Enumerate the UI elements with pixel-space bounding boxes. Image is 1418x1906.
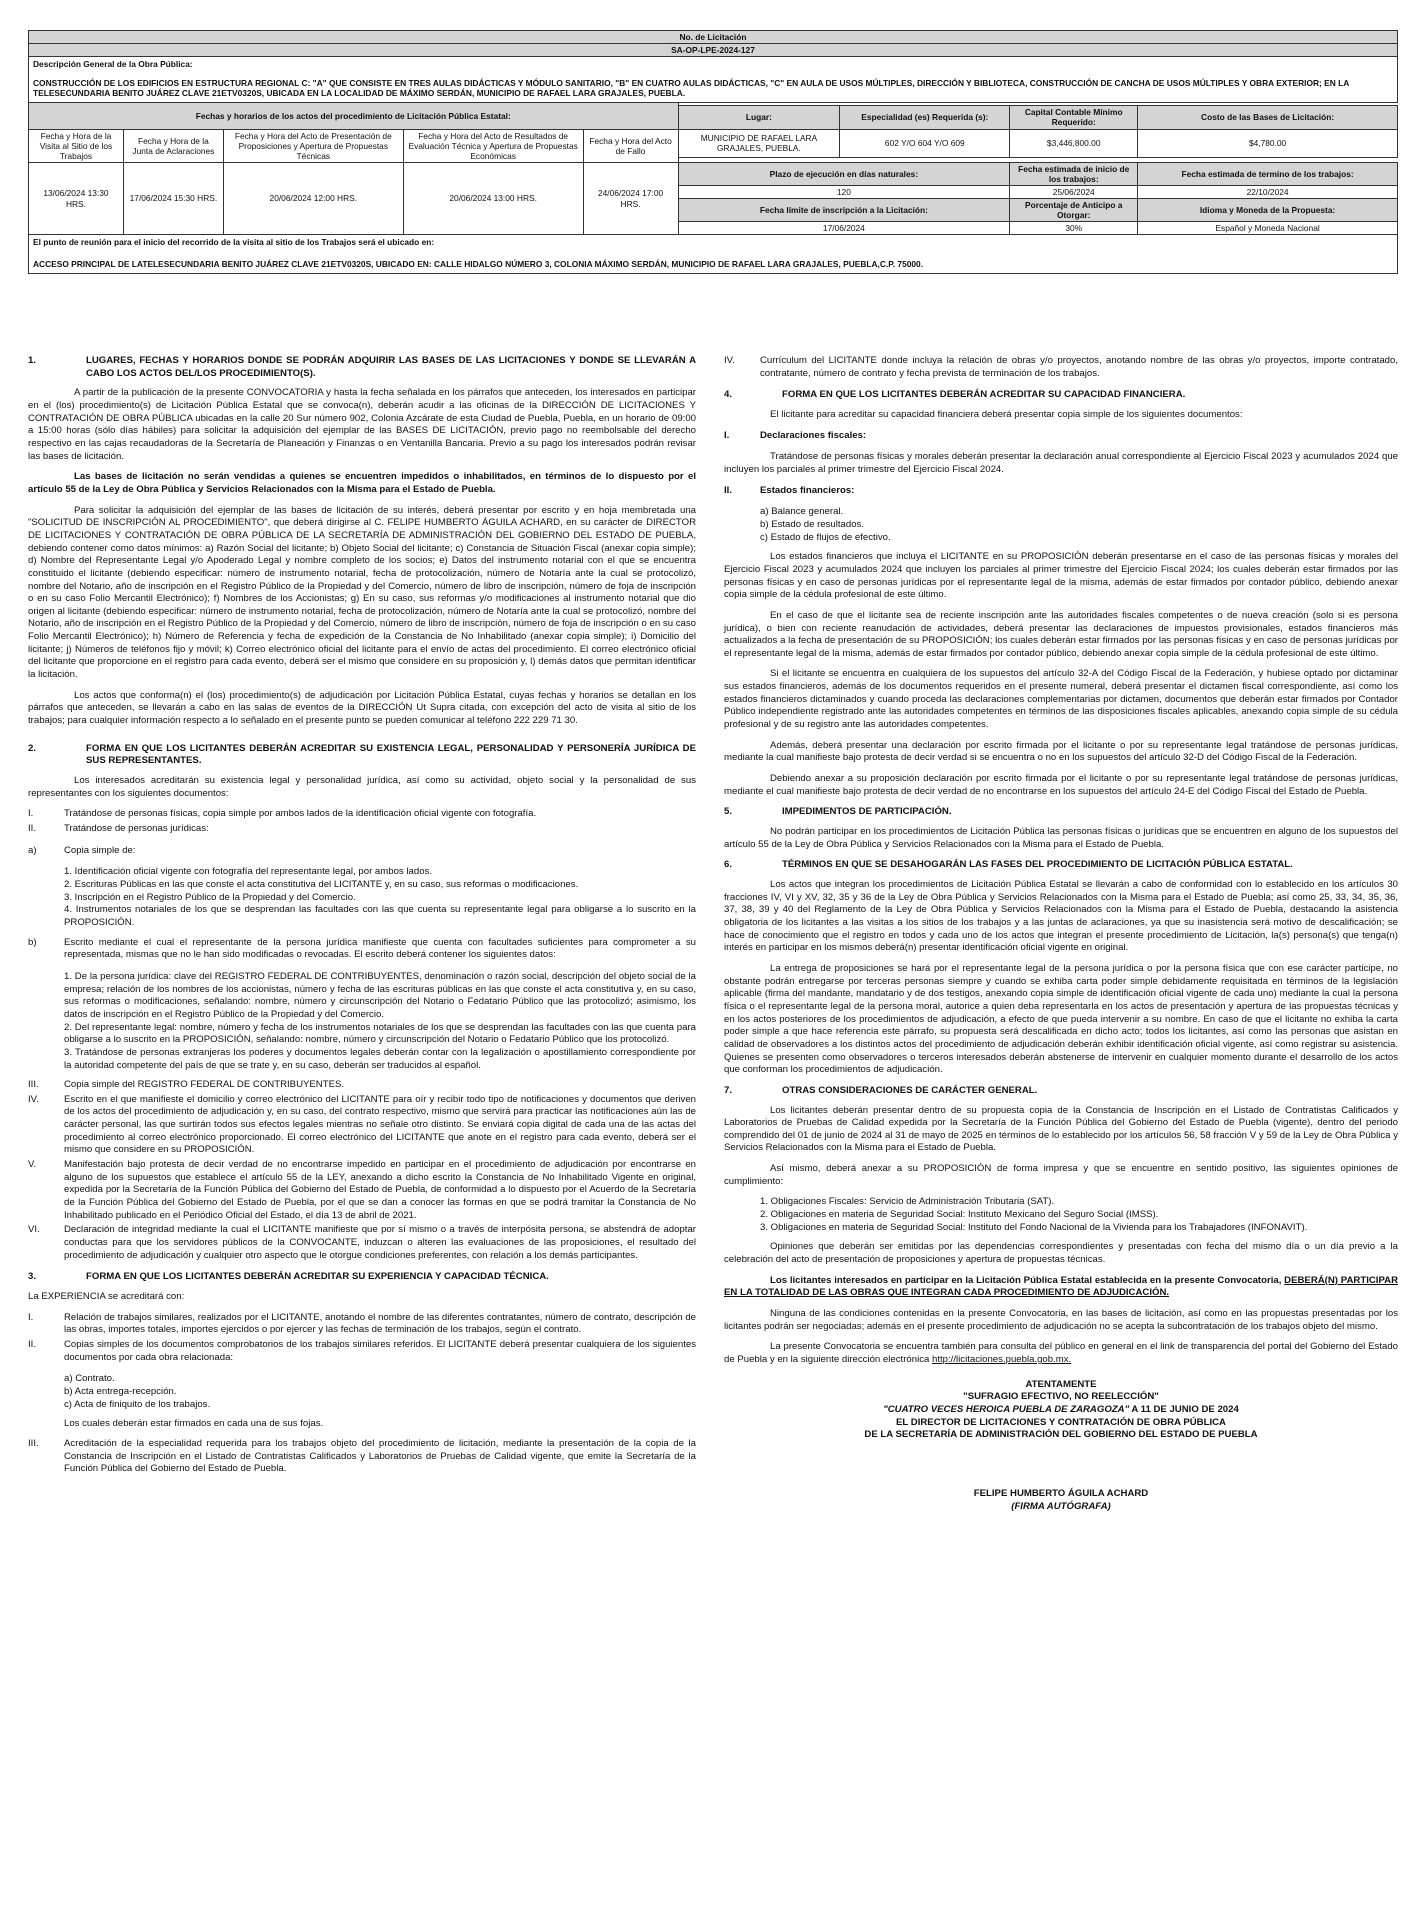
inicio: 25/06/2024: [1010, 185, 1138, 198]
list-item: 3. Inscripción en el Registro Público de la Propiedad y del Comercio.: [64, 891, 356, 903]
paragraph: Los estados financieros que incluya el LICITANTE en su PROPOSICIÓN deberán presentarse en el caso de las personas físicas y morales del Ejercicio Fiscal 2023 y acumulados 2024 que incluyen los parciales al primer trimestre del Ejercicio Fiscal 2024; los cuales deberán estar firmados por las personas físicas y en caso de personas jurídicas por el representante legal de la misma, además de estar firmados por contador público, debiendo anexar copia simple de la cédula profesional de este último.: [724, 551, 1398, 601]
sig-firma: (FIRMA AUTÓGRAFA): [1011, 1500, 1111, 1512]
list-item: [28, 1159, 696, 1222]
sig-ciudad: "CUATRO VECES HEROICA PUEBLA DE ZARAGOZA": [883, 1403, 1130, 1415]
paragraph: Para solicitar la adquisición del ejemplar de las bases de licitación de su interés, deberá presentar por escrito y en hoja membretada una "SOLICITUD DE INSCRIPCIÓN AL PROCEDIMIENTO", que deberá dirigirse al C. FELIPE HUMBERTO ÁGUILA ACHARD, en su carácter de DIRECTOR DE LICITACIONES Y CONTRATACIÓN DE OBRA PÚBLICA DE LA SECRETARÍA DE ADMINISTRACIÓN DEL GOBIERNO DEL ESTADO DE PUEBLA, debiendo contener como datos mínimos: a) Razón Social del licitante; b) Objeto Social del licitante; c) Constancia de Situación Fiscal (anexar copia simple); d) Nombre del Representante Legal y/o Apoderado Legal y nombre completo de los socios; e) Datos del instrumento notarial con el que se encuentra constituido el licitante (debiendo especificar: número de instrumento notarial, fecha de protocolización, número de Notaría ante la cual se protocolizó, nombre del Notario, año de inscripción en el Registro Público de la Propiedad y del Comercio, número de libro de inscripción, número de foja de inscripción o en su caso Folio Mercantil Electrónico); f) Nombres de los Accionistas; g) En su caso, sus reformas y/o modificaciones al instrumento notarial que dio origen al licitante (debiendo especificar: número de instrumento notarial, fecha de protocolización, número de Notaría ante la cual se protocolizó, nombre del Notario, año de inscripción en el Registro Público de la Propiedad y del Comercio, número de libro de inscripción, número de foja de inscripción o en su caso Folio Mercantil Electrónico); h) Número de Referencia y fecha de expedición de la Constancia de No Inhabilitado (anexar copia simple); i) Domicilio del licitante; j) Números de teléfonos fijo y móvil; k) Correo electrónico oficial del licitante para el envío de actas del procedimiento. El correo electrónico oficial del licitante que proporcione en el registro para cada evento, deberá ser el mismo que considere en su proposición y, l) demás datos que permitan identificar la licitación.: [28, 504, 696, 681]
section-number: 1.: [28, 355, 37, 366]
item-text: Tratándose de personas jurídicas:: [64, 823, 209, 834]
val-visita: 13/06/2024 13:30 HRS.: [29, 162, 124, 234]
item-text: Currículum del LICITANTE donde incluya la relación de obras y/o proyectos, anotando nombre de las obras y/o proyectos, importe contratado, contratante, número de contrato y fecha prevista de terminación de los trabajos.: [760, 355, 1398, 379]
item-text: Escrito en el que manifieste el domicilio y correo electrónico del LICITANTE para oír y recibir todo tipo de notificaciones y documentos que deriven de los actos del procedimiento de adjudicación y, en su caso, del contrato respectivo, mismo que servirá para practicar las notificaciones aún las de carácter personal, las que surtirán todos sus efectos legales mientras no señale otro distinto. Se enviará copia digital de cada una de las actas del procedimiento al correo electrónico proporcionado. El correo electrónico del LICITANTE que anote en el registro para cada evento, deberá ser el mismo que considere en su PROPOSICIÓN.: [64, 1093, 696, 1156]
paragraph: No podrán participar en los procedimientos de Licitación Pública las personas físicas o jurídicas que se encuentren en alguno de los supuestos del artículo 55 de la Ley de Obra Pública y Servicios Relacionados con la Misma para el Estado de Puebla.: [724, 826, 1398, 850]
item-number: III.: [28, 1079, 39, 1091]
no-licitacion-label: No. de Licitación: [29, 31, 1398, 44]
section-heading: TÉRMINOS EN QUE SE DESAHOGARÁN LAS FASES DEL PROCEDIMIENTO DE LICITACIÓN PÚBLICA ESTATAL.: [782, 859, 1293, 871]
especialidad-label: Especialidad (es) Requerida (s):: [840, 106, 1010, 129]
section-2-title: [28, 743, 696, 768]
col-tecnicas: Fecha y Hora del Acto de Presentación de Proposiciones y Apertura de Propuestas Técnicas: [223, 129, 403, 162]
list-item: 2. Obligaciones en materia de Seguridad Social: Instituto Mexicano del Seguro Social (IMSS).: [760, 1209, 1159, 1221]
col-visita: Fecha y Hora de la Visita al Sitio de los Trabajos: [29, 129, 124, 162]
list-item: 1. De la persona jurídica: clave del REGISTRO FEDERAL DE CONTRIBUYENTES, denominación o razón social, descripción del objeto social de la empresa; relación de los nombres de los accionistas, número y fecha de las escrituras públicas en las que conste el acta constitutiva y, en su caso, sus reformas o modificaciones, señalando: nombre, número y circunscripción del Notario o Fedatario Público que las protocolizó; asimismo, los datos de inscripción en el Registro Público de la Propiedad y del Comercio.: [64, 970, 696, 1020]
licitacion-header-table: [28, 30, 1398, 274]
list-item: [724, 485, 1398, 498]
section-heading: FORMA EN QUE LOS LICITANTES DEBERÁN ACREDITAR SU CAPACIDAD FINANCIERA.: [782, 389, 1186, 401]
paragraph: En el caso de que el licitante sea de reciente inscripción ante las autoridades fiscales competentes o de nueva creación (solo si es persona jurídica), o bien con reciente reanudación de actividades, deberá presentar las declaraciones de impuestos provisionales, estados financieros más actualizados a la fecha de presentación de su PROPOSICIÓN; los cuales deberán estar firmados por las personas físicas y en caso de personas jurídicas por el representante legal de la misma, además de estar firmados por contador público, debiendo anexar copia simple de la cédula profesional de este último.: [724, 609, 1398, 659]
paragraph: Los actos que conforma(n) el (los) procedimiento(s) de adjudicación por Licitación Pública Estatal, cuyas fechas y horarios se detallan en los párrafos que anteceden, se llevarán a cabo en las salas de eventos de la DIRECCIÓN Ut Supra citada, con excepción del acto de visita al sitio de los trabajos; para cualquier información respecto a lo señalado en el presente punto se pueden comunicar al teléfono 222 229 71 30.: [28, 689, 696, 727]
item-text: Relación de trabajos similares, realizados por el LICITANTE, anotando el nombre de las diferentes contratantes, número de contrato, descripción de las obras, importes totales, importes ejercidos o por ejercer y las fechas de terminación de los trabajos, según el contrato.: [64, 1311, 696, 1336]
section-6-title: [724, 859, 1398, 872]
list-item: 2. Del representante legal: nombre, número y fecha de los instrumentos notariales de los que se desprendan las facultades con las que cuenta para obligarse a lo suscrito en la PROPOSICIÓN, señalando: nombre, número y circunscripción del Notario o Fedatario Público que los protocolizó.: [64, 1021, 696, 1046]
item-text: Escrito mediante el cual el representante de la persona jurídica manifieste que cuenta con facultades suficientes para comprometer a su representada, mismas que no le han sido modificadas o revocadas. El escrito deberá contener los siguientes datos:: [64, 936, 696, 961]
termino-label: Fecha estimada de termino de los trabajos:: [1138, 162, 1398, 185]
idioma: Español y Moneda Nacional: [1138, 222, 1398, 235]
item-number: II.: [28, 823, 36, 834]
reunion-label: El punto de reunión para el inicio del recorrido de la visita al sitio de los Trabajos será el ubicado en:: [33, 237, 435, 248]
sublist: [760, 506, 1398, 544]
paragraph: A partir de la publicación de la presente CONVOCATORIA y hasta la fecha señalada en los párrafos que anteceden, los interesados en participar en el (los) procedimiento(s) de Licitación Pública Estatal que se convoca(n), deberán acudir a las oficinas de la DIRECCIÓN DE LICITACIONES Y CONTRATACIÓN DE OBRA PÚBLICA ubicadas en la calle 20 Sur número 902, Colonia Azcárate de esta Ciudad de Puebla, Puebla, en un horario de 09:00 a 15:00 horas (sólo días hábiles) para solicitar la adquisición del ejemplar de las BASES DE LICITACIÓN, previo pago no reembolsable del derecho respectivo en las cajas recaudadoras de la Secretaría de Planeación y Finanzas o en Ventanilla Bancaria. Previo a su pago los interesados podrán revisar las bases de licitación.: [28, 387, 696, 462]
section-3-title: [28, 1271, 696, 1284]
list-item: b) Acta entrega-recepción.: [64, 1385, 177, 1397]
item-number: I.: [28, 1311, 34, 1323]
section-number: 2.: [28, 742, 37, 754]
list-item: 4. Instrumentos notariales de los que se desprendan las facultades con las que cuenta su representante legal para obligarse a lo suscrito en la PROPOSICIÓN.: [64, 904, 696, 928]
section-heading: LUGARES, FECHAS Y HORARIOS DONDE SE PODRÁN ADQUIRIR LAS BASES DE LAS LICITACIONES Y DONDE SE LLEVARÁN A CABO LOS ACTOS DEL/LOS PROCEDIMIENTO(S).: [86, 355, 696, 379]
list-item: 2. Escrituras Públicas en las que conste el acta constitutiva del LICITANTE y, en su caso, sus reformas o modificaciones.: [64, 878, 579, 890]
lugar-label: Lugar:: [678, 106, 840, 129]
list-item: [28, 1094, 696, 1157]
paragraph: La EXPERIENCIA se acreditará con:: [28, 1291, 185, 1302]
item-text: Copia simple de:: [64, 844, 136, 856]
paragraph: Tratándose de personas físicas y morales deberán presentar la declaración anual correspondiente al Ejercicio Fiscal 2023 y acumulados 2024 que incluyen los parciales al primer trimestre del Ejercicio Fiscal 2024.: [724, 451, 1398, 475]
item-number: VI.: [28, 1224, 40, 1236]
item-number: V.: [28, 1159, 37, 1171]
item-text: Estados financieros:: [760, 484, 855, 496]
item-text: Declaraciones fiscales:: [760, 429, 867, 441]
list-item: c) Acta de finiquito de los trabajos.: [64, 1398, 211, 1410]
list-item: Los cuales deberán estar firmados en cada una de sus fojas.: [64, 1418, 324, 1430]
sig-nombre: FELIPE HUMBERTO ÁGUILA ACHARD: [973, 1487, 1149, 1499]
list-item: [28, 823, 696, 836]
col-junta: Fecha y Hora de la Junta de Aclaraciones: [123, 129, 223, 162]
item-number: II.: [724, 484, 732, 496]
section-number: 7.: [724, 1084, 733, 1096]
section-heading: IMPEDIMENTOS DE PARTICIPACIÓN.: [782, 806, 952, 818]
item-text: Tratándose de personas físicas, copia simple por ambos lados de la identificación oficial vigente con fotografía.: [64, 808, 537, 820]
section-4-title: [724, 389, 1398, 402]
paragraph: Los licitantes deberán presentar dentro de su propuesta copia de la Constancia de Inscripción en el Listado de Contratistas Calificados y Laboratorios de Pruebas de Calidad expedida por la Secretaría de la Función Pública del Gobierno del Estado de Puebla (vigente), dentro del periodo comprendido del 01 de junio de 2024 al 31 de mayo de 2025 en términos de lo establecido por los artículos 56, 58 fracción V y 59 de la Ley de Obra Pública y Servicios Relacionados con la Misma para el Estado de Puebla.: [724, 1104, 1398, 1154]
list-item: 3. Obligaciones en materia de Seguridad Social: Instituto del Fondo Nacional de la Vivienda para los Trabajadores (INFONAVIT).: [760, 1221, 1308, 1233]
val-economicas: 20/06/2024 13:00 HRS.: [403, 162, 583, 234]
sublist: [64, 1373, 696, 1431]
plazo-label: Plazo de ejecución en días naturales:: [678, 162, 1010, 185]
sublist: [64, 866, 696, 929]
list-item: [28, 1339, 696, 1364]
anticipo-label: Porcentaje de Anticipo a Otorgar:: [1010, 199, 1138, 222]
section-7-title: [724, 1085, 1398, 1098]
paragraph: [724, 1341, 1398, 1366]
anticipo: 30%: [1010, 222, 1138, 235]
section-number: 4.: [724, 389, 733, 401]
list-item: [28, 937, 696, 962]
item-text: Manifestación bajo protesta de decir verdad de no encontrarse impedido en participar en el procedimiento de adjudicación por encontrarse en alguno de los supuestos que establece el artículo 55 de la LEY, anexando a dicho escrito la Constancia de No Inhabilitado Vigente en original, expedida por la Secretaría de la Función Pública del Gobierno del Estado de Puebla, de conformidad a lo dispuesto por el Acuerdo de la Secretaría de la Función Pública del Gobierno del Estado de Puebla, por el que se dan a conocer las formas en que se podrá tramitar la Constancia de No Inhabilitado publicado en el Periódico Oficial del Estado, el día 13 de abril de 2021.: [64, 1159, 696, 1221]
sig-cargo: EL DIRECTOR DE LICITACIONES Y CONTRATACIÓN DE OBRA PÚBLICA: [896, 1416, 1226, 1428]
list-item: [28, 1438, 696, 1476]
signature-block: [724, 1379, 1398, 1514]
paragraph: Los interesados acreditarán su existencia legal y personalidad jurídica, así como su actividad, objeto social y la personalidad de sus representantes con los siguientes documentos:: [28, 775, 696, 799]
list-item: 3. Tratándose de personas extranjeras los poderes y documentos legales deberán contar con la legalización o apostillamiento correspondiente por la autoridad competente del país de que se trate y, en su caso, deberán ser traducidos al español.: [64, 1046, 696, 1071]
val-fallo: 24/06/2024 17:00 HRS.: [583, 162, 678, 234]
right-column: [724, 355, 1398, 1513]
sig-lugar-fecha: [724, 1404, 1398, 1417]
item-number: II.: [28, 1338, 36, 1350]
termino: 22/10/2024: [1138, 185, 1398, 198]
paragraph: Así mismo, deberá anexar a su PROPOSICIÓN de forma impresa y que se encuentre en sentido positivo, las siguientes opiniones de cumplimiento:: [724, 1163, 1398, 1187]
col-economicas: Fecha y Hora del Acto de Resultados de Evaluación Técnica y Apertura de Propuestas Económicas: [403, 129, 583, 162]
section-heading: OTRAS CONSIDERACIONES DE CARÁCTER GENERAL.: [782, 1084, 1038, 1096]
section-number: 6.: [724, 859, 733, 871]
section-1-title: [28, 355, 696, 380]
sig-dependencia: DE LA SECRETARÍA DE ADMINISTRACIÓN DEL GOBIERNO DEL ESTADO DE PUEBLA: [864, 1429, 1258, 1441]
item-number: IV.: [724, 355, 735, 366]
section-heading: FORMA EN QUE LOS LICITANTES DEBERÁN ACREDITAR SU EXISTENCIA LEGAL, PERSONALIDAD Y PERSONERÍA JURÍDICA DE SUS REPRESENTANTES.: [86, 742, 696, 767]
section-heading: FORMA EN QUE LOS LICITANTES DEBERÁN ACREDITAR SU EXPERIENCIA Y CAPACIDAD TÉCNICA.: [86, 1271, 549, 1283]
capital: $3,446,800.00: [1010, 129, 1138, 157]
costo-label: Costo de las Bases de Licitación:: [1138, 106, 1398, 129]
sig-lema: "SUFRAGIO EFECTIVO, NO REELECCIÓN": [963, 1391, 1159, 1403]
section-number: 5.: [724, 806, 733, 818]
list-item: [28, 1079, 696, 1092]
paragraph: La entrega de proposiciones se hará por el representante legal de la persona jurídica o por la persona física que con ese carácter participe, no obstante podrán entregarse por terceras personas siempre y cuando se exhiba carta poder simple debidamente requisitada en términos de la legislación aplicable (firma del mandante, mandatario y de dos testigos, anexando copia simple de identificación oficial vigente de cada uno) mediante la cual la persona física o el representante legal de la persona moral, autorice a quien deba representarla en los actos de presentación y apertura de las propuestas técnicas y en los actos posteriores de los procedimientos de adjudicación, a efecto de que pueda intervenir a su nombre. En caso de que el licitante no exhiba la carta poder simple a que hace referencia este párrafo, su propuesta será descalificada en dicho acto; todos los licitantes, así como las personas que asistan en calidad de observadores a los distintos actos del procedimiento de adjudicación deberán exhibir identificación oficial vigente, así como registrar su asistencia. Quienes se presenten como observadores o terceros interesados deberán abstenerse de intervenir en cualquier momento durante el desarrollo de los actos que conforman los procedimientos de adjudicación.: [724, 962, 1398, 1076]
plazo: 120: [678, 185, 1010, 198]
item-text: Declaración de integridad mediante la cual el LICITANTE manifieste que por sí mismo o a través de interpósita persona, se abstendrá de adoptar conductas para que los servidores públicos de la CONVOCANTE, induzcan o alteren las evaluaciones de las proposiciones, el resultado del procedimiento de adjudicación y cualquier otro aspecto que le otorgue condiciones preferentes, con relación a los demás participantes.: [64, 1224, 696, 1261]
col-fallo: Fecha y Hora del Acto de Fallo: [583, 129, 678, 162]
left-column: [28, 355, 696, 1478]
item-number: I.: [28, 808, 34, 820]
paragraph: Ninguna de las condiciones contenidas en la presente Convocatoria, en las bases de licitación, así como en las propuestas presentadas por los licitantes podrán ser negociadas; además en el presente procedimiento de adjudicación no se acepta la subcontratación de los trabajos objeto del mismo.: [724, 1308, 1398, 1332]
transparency-text: La presente Convocatoria se encuentra también para consulta del público en general en el link de transparencia del portal del Gobierno del Estado de Puebla y en la siguiente dirección electrónica: [724, 1341, 1398, 1365]
list-item: [724, 355, 1398, 380]
reunion: ACCESO PRINCIPAL DE LATELESECUNDARIA BENITO JUÁREZ CLAVE 21ETV0320S, UBICADO EN: CALLE HIDALGO NÚMERO 3, COLONIA MÁXIMO SERDÁN, MUNICIPIO DE RAFAEL LARA GRAJALES, PUEBLA,C.P. 75000.: [33, 259, 924, 270]
sig-fecha: A 11 DE JUNIO DE 2024: [1129, 1403, 1239, 1415]
item-number: IV.: [28, 1093, 39, 1105]
section-5-title: [724, 806, 1398, 819]
list-item: 1. Obligaciones Fiscales: Servicio de Administración Tributaria (SAT).: [760, 1196, 1055, 1208]
licitaciones-link[interactable]: http://licitaciones.puebla.gob.mx.: [932, 1354, 1072, 1365]
paragraph: [724, 1275, 1398, 1300]
list-item: a) Balance general.: [760, 506, 844, 518]
inscripcion: 17/06/2024: [678, 222, 1010, 235]
val-tecnicas: 20/06/2024 12:00 HRS.: [223, 162, 403, 234]
notice-text: Los licitantes interesados en participar en la Licitación Pública Estatal establecida en la presente Convocatoria,: [770, 1274, 1282, 1286]
sublist: [64, 971, 696, 1072]
paragraph: Además, deberá presentar una declaración por escrito firmada por el licitante o por su representante legal tratándose de personas jurídicas, mediante la cual manifieste bajo protesta de decir verdad si se encuentra o no en los supuestos del artículo 32-D del Código Fiscal de la Federación.: [724, 739, 1398, 764]
lugar: MUNICIPIO DE RAFAEL LARA GRAJALES, PUEBLA.: [678, 129, 840, 157]
list-item: [28, 808, 696, 821]
especialidad: 602 Y/O 604 Y/O 609: [840, 129, 1010, 157]
section-number: 3.: [28, 1271, 37, 1283]
list-item: [724, 430, 1398, 443]
sublist: [760, 1196, 1398, 1234]
inscripcion-label: Fecha límite de inscripción a la Licitación:: [678, 199, 1010, 222]
list-item: a) Contrato.: [64, 1373, 115, 1385]
fechas-label: Fechas y horarios de los actos del procedimiento de Licitación Pública Estatal:: [29, 103, 679, 129]
item-number: III.: [28, 1437, 39, 1449]
item-number: I.: [724, 429, 730, 441]
paragraph: Los actos que integran los procedimientos de Licitación Pública Estatal se llevarán a cabo de conformidad con lo establecido en los artículos 30 fracciones IV, VI y XV, 32, 35 y 36 de la Ley de Obra Pública y Servicios Relacionados con la Misma para el Estado de Puebla; así como 25, 33, 34, 35, 36, 37, 38, 39 y 40 del Reglamento de la Ley de Obra Pública y Servicios Relacionados con la Misma para el Estado de Puebla, destacando la asistencia obligatoria de los licitantes a las visitas a los sitios de los trabajos y a las juntas de aclaraciones, ya que su inasistencia será motivo de descalificación; se hace de conocimiento que el registro en todos y cada uno de los actos que integran el presente procedimiento de Licitación, la(s) persona(s) que tenga(n) interés en participar en los mismos deberá(n) presentar identificación oficial vigente en original.: [724, 879, 1398, 954]
paragraph: Si el licitante se encuentra en cualquiera de los supuestos del artículo 32-A del Código Fiscal de la Federación, y hubiese optado por dictaminar sus estados financieros, además de los documentos requeridos en el presente numeral, deberá presentar el dictamen fiscal correspondiente, así como los estados financieros dictaminados y cuando proceda las declaraciones complementarias por dictamen, documentos que deberán estar firmados por Contador Público independiente registrado ante las autoridades competentes en términos de las disposiciones fiscales aplicables, anexando copia simple de su cédula profesional y de su registro ante las autoridades competentes.: [724, 668, 1398, 731]
list-item: [28, 845, 696, 858]
paragraph: El licitante para acreditar su capacidad financiera deberá presentar copia simple de los siguientes documentos:: [770, 408, 1243, 420]
val-junta: 17/06/2024 15:30 HRS.: [123, 162, 223, 234]
descripcion-label: Descripción General de la Obra Pública:: [33, 59, 193, 70]
idioma-label: Idioma y Moneda de la Propuesta:: [1138, 199, 1398, 222]
item-text: Copias simples de los documentos comprobatorios de los trabajos similares referidos. El LICITANTE deberá presentar cualquiera de los siguientes documentos por cada obra relacionada:: [64, 1338, 696, 1363]
list-item: b) Estado de resultados.: [760, 518, 864, 530]
list-item: c) Estado de flujos de efectivo.: [760, 531, 891, 543]
paragraph: Opiniones que deberán ser emitidas por las dependencias correspondientes y presentadas con fecha del mismo día o un día previo a la celebración del acto de presentación de proposiciones y apertura de propuestas técnicas.: [724, 1241, 1398, 1266]
paragraph: Las bases de licitación no serán vendidas a quienes se encuentren impedidos o inhabilitados, en términos de lo dispuesto por el artículo 55 de la Ley de Obra Pública y Servicios Relacionados con la Misma para el Estado de Puebla.: [28, 471, 696, 495]
list-item: 1. Identificación oficial vigente con fotografía del representante legal, por ambos lados.: [64, 866, 432, 878]
item-text: Copia simple del REGISTRO FEDERAL DE CONTRIBUYENTES.: [64, 1079, 345, 1091]
list-item: [28, 1312, 696, 1337]
costo: $4,780.00: [1138, 129, 1398, 157]
notice-underlined: DEBERÁ(N) PARTICIPAR EN LA TOTALIDAD DE LAS OBRAS QUE INTEGRAN CADA PROCEDIMIENTO DE ADJUDICACIÓN.: [724, 1274, 1398, 1299]
item-number: a): [28, 844, 37, 856]
capital-label: Capital Contable Mínimo Requerido:: [1010, 106, 1138, 129]
inicio-label: Fecha estimada de inicio de los trabajos:: [1010, 162, 1138, 185]
item-number: b): [28, 936, 37, 948]
no-licitacion: SA-OP-LPE-2024-127: [29, 44, 1398, 57]
list-item: [28, 1224, 696, 1262]
sig-atentamente: ATENTAMENTE: [1025, 1378, 1097, 1390]
descripcion: CONSTRUCCIÓN DE LOS EDIFICIOS EN ESTRUCTURA REGIONAL C: "A" QUE CONSISTE EN TRES AULAS DIDÁCTICAS Y MÓDULO SANITARIO, "B" EN CUATRO AULAS DIDÁCTICAS, "C" EN AULA DE USOS MÚLTIPLES, DIRECCIÓN Y BIBLIOTECA, CONSTRUCCIÓN DE CANCHA DE USOS MÚLTIPLES Y OBRA EXTERIOR; EN LA TELESECUNDARIA BENITO JUÁREZ CLAVE 21ETV0320S, UBICADA EN LA LOCALIDAD DE MÁXIMO SERDÁN, MUNICIPIO DE RAFAEL LARA GRAJALES, PUEBLA.: [33, 78, 1349, 99]
paragraph: Debiendo anexar a su proposición declaración por escrito firmada por el licitante o por su representante legal tratándose de personas jurídicas, mediante el cual manifieste bajo protesta de decir verdad de no encontrarse en los supuestos del artículo 24-E del Código Fiscal del Estado de Puebla.: [724, 773, 1398, 797]
item-text: Acreditación de la especialidad requerida para los trabajos objeto del procedimiento de licitación, mediante la presentación de la copia de la Constancia de Inscripción en el Listado de Contratistas Calificados y Laboratorios de Pruebas de Calidad vigente, que emite la Secretaría de la Función Pública del Gobierno del Estado de Puebla.: [64, 1437, 696, 1475]
